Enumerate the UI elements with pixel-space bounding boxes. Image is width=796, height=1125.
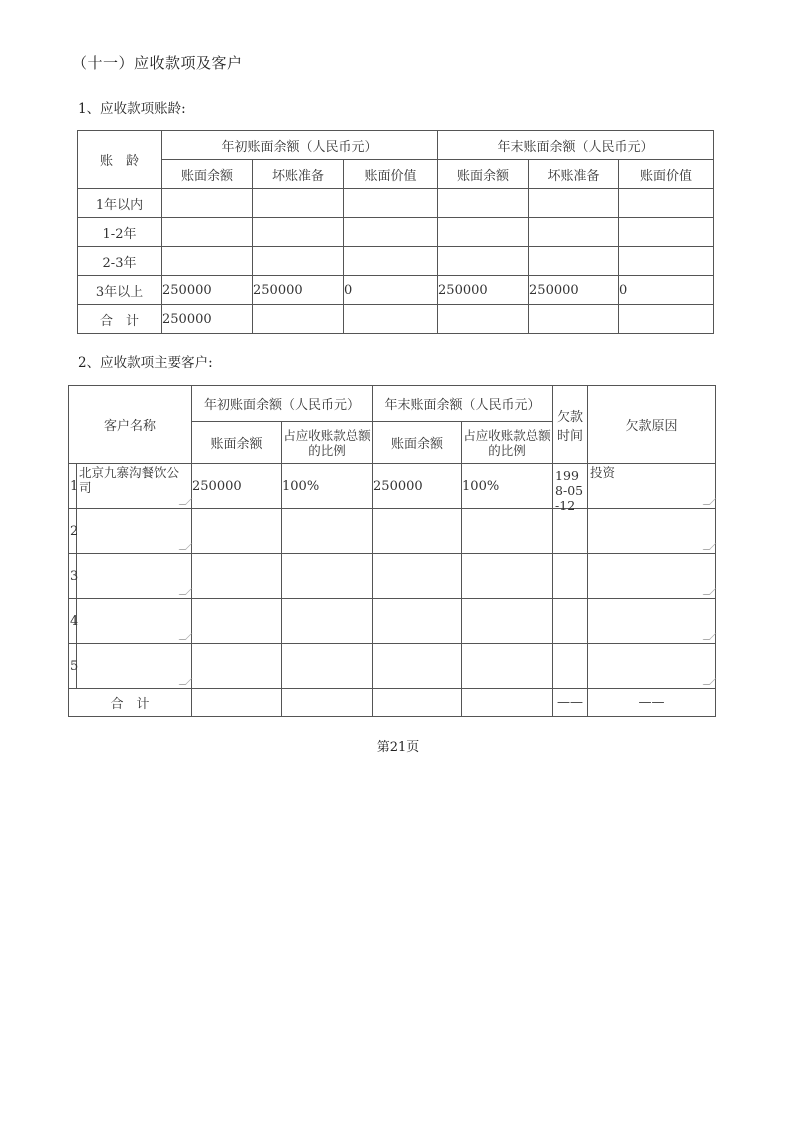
customer-end-balance[interactable]	[373, 599, 462, 644]
resize-grip-icon[interactable]	[179, 543, 193, 550]
customer-begin-balance[interactable]	[192, 554, 282, 599]
customers-col-balance: 账面余额	[373, 422, 462, 464]
aging-cell-input[interactable]: 250000	[438, 276, 529, 305]
customer-row-number: 4	[69, 599, 77, 644]
aging-row	[78, 247, 714, 276]
customers-col-ratio: 占应收账款总额的比例	[282, 422, 373, 464]
customer-begin-ratio[interactable]	[282, 554, 373, 599]
customer-total-cell[interactable]	[373, 689, 462, 717]
aging-cell-input[interactable]	[438, 189, 529, 218]
customer-total-row	[69, 689, 716, 717]
aging-cell-input[interactable]	[344, 247, 438, 276]
resize-grip-icon[interactable]	[179, 633, 193, 640]
customer-reason-textarea[interactable]	[588, 509, 715, 552]
customer-end-ratio[interactable]	[462, 644, 553, 689]
customer-name-textarea[interactable]	[77, 509, 191, 552]
aging-row-label: 1年以内	[78, 189, 162, 218]
resize-grip-icon[interactable]	[703, 588, 717, 595]
customers-col-time: 欠款时间	[553, 386, 588, 464]
aging-cell-input[interactable]	[438, 247, 529, 276]
customer-reason-cell	[588, 599, 716, 644]
customer-end-ratio[interactable]	[462, 509, 553, 554]
customer-end-balance[interactable]: 250000	[373, 464, 462, 509]
customer-name-cell	[77, 644, 192, 689]
customer-end-balance[interactable]	[373, 554, 462, 599]
customer-time-textarea[interactable]	[553, 464, 587, 513]
aging-table	[77, 130, 714, 334]
aging-subheader: 账面价值	[619, 160, 714, 189]
aging-subheader: 账面余额	[438, 160, 529, 189]
customer-reason-textarea[interactable]	[588, 464, 715, 507]
aging-cell-input[interactable]: 250000	[253, 276, 344, 305]
customer-name-cell	[77, 554, 192, 599]
customer-row	[69, 464, 716, 509]
customer-name-text: 北京九寨沟餐饮公司	[79, 465, 180, 495]
aging-row	[78, 218, 714, 247]
aging-row	[78, 276, 714, 305]
aging-row-label: 2-3年	[78, 247, 162, 276]
customers-group-end: 年末账面余额（人民币元）	[373, 386, 553, 422]
customer-reason-cell	[588, 554, 716, 599]
customer-end-balance[interactable]	[373, 509, 462, 554]
customers-col-ratio: 占应收账款总额的比例	[462, 422, 553, 464]
aging-row-label: 1-2年	[78, 218, 162, 247]
aging-cell-input[interactable]	[162, 218, 253, 247]
customer-name-cell	[77, 464, 192, 509]
customer-reason-cell	[588, 509, 716, 554]
resize-grip-icon[interactable]	[703, 543, 717, 550]
aging-heading: 1、应收款项账龄:	[78, 101, 186, 117]
aging-group-begin: 年初账面余额（人民币元）	[162, 131, 438, 160]
customer-name-textarea[interactable]	[77, 464, 191, 507]
customer-total-time: ——	[553, 689, 588, 717]
customer-begin-balance[interactable]	[192, 599, 282, 644]
aging-cell-input[interactable]	[529, 218, 619, 247]
customer-time-text: 1998-05-12	[555, 468, 584, 513]
aging-cell-input[interactable]	[344, 189, 438, 218]
customer-end-ratio[interactable]: 100%	[462, 464, 553, 509]
page-number: 第21页	[376, 740, 420, 755]
customer-reason-cell	[588, 644, 716, 689]
aging-subheader: 坏账准备	[529, 160, 619, 189]
aging-cell-input[interactable]	[529, 189, 619, 218]
customer-row	[69, 644, 716, 689]
customer-reason-cell	[588, 464, 716, 509]
customer-table	[68, 385, 716, 717]
customer-time-cell[interactable]	[553, 509, 588, 554]
customer-row-number: 3	[69, 554, 77, 599]
customers-group-begin: 年初账面余额（人民币元）	[192, 386, 373, 422]
aging-cell-input[interactable]	[438, 305, 529, 334]
resize-grip-icon[interactable]	[703, 678, 717, 685]
customers-col-reason: 欠款原因	[588, 386, 716, 464]
customer-name-textarea[interactable]	[77, 644, 191, 687]
aging-subheader: 账面余额	[162, 160, 253, 189]
customer-total-cell[interactable]	[462, 689, 553, 717]
customer-row-number: 2	[69, 509, 77, 554]
resize-grip-icon[interactable]	[179, 498, 193, 505]
customer-begin-ratio[interactable]	[282, 509, 373, 554]
aging-cell-input[interactable]	[253, 218, 344, 247]
customer-reason-textarea[interactable]	[588, 554, 715, 597]
customers-col-name: 客户名称	[69, 386, 192, 464]
customer-total-cell[interactable]	[282, 689, 373, 717]
customer-time-cell[interactable]	[553, 554, 588, 599]
customer-row-number: 5	[69, 644, 77, 689]
customer-row	[69, 509, 716, 554]
resize-grip-icon[interactable]	[703, 633, 717, 640]
customer-total-cell[interactable]	[192, 689, 282, 717]
customer-begin-balance[interactable]	[192, 644, 282, 689]
aging-cell-input[interactable]	[253, 189, 344, 218]
customer-reason-text: 投资	[590, 465, 616, 480]
aging-cell-input[interactable]	[619, 218, 714, 247]
customer-row	[69, 554, 716, 599]
customer-begin-ratio[interactable]	[282, 644, 373, 689]
aging-cell-input[interactable]	[619, 189, 714, 218]
aging-cell-input[interactable]: 250000	[162, 305, 253, 334]
customer-begin-ratio[interactable]	[282, 599, 373, 644]
customer-end-balance[interactable]	[373, 644, 462, 689]
customers-col-balance: 账面余额	[192, 422, 282, 464]
aging-cell-input[interactable]	[162, 189, 253, 218]
customer-reason-textarea[interactable]	[588, 599, 715, 642]
customer-begin-balance[interactable]	[192, 509, 282, 554]
customer-name-textarea[interactable]	[77, 554, 191, 597]
aging-cell-input[interactable]	[529, 247, 619, 276]
customer-total-reason: ——	[588, 689, 716, 717]
customer-name-textarea[interactable]	[77, 599, 191, 642]
customer-reason-textarea[interactable]	[588, 644, 715, 687]
aging-subheader: 账面价值	[344, 160, 438, 189]
customer-name-cell	[77, 509, 192, 554]
aging-row	[78, 189, 714, 218]
customer-row-number: 1	[69, 464, 77, 509]
aging-cell-input[interactable]	[619, 247, 714, 276]
customer-time-cell[interactable]	[553, 599, 588, 644]
aging-cell-input[interactable]	[529, 305, 619, 334]
aging-cell-input[interactable]	[344, 218, 438, 247]
aging-cell-input[interactable]	[344, 305, 438, 334]
customer-begin-balance[interactable]: 250000	[192, 464, 282, 509]
resize-grip-icon[interactable]	[179, 588, 193, 595]
resize-grip-icon[interactable]	[179, 678, 193, 685]
section-title: （十一）应收款项及客户	[72, 54, 243, 72]
customer-total-label: 合 计	[69, 689, 192, 717]
aging-cell-input[interactable]: 0	[344, 276, 438, 305]
aging-cell-input[interactable]	[162, 247, 253, 276]
aging-total-row	[78, 305, 714, 334]
aging-group-end: 年末账面余额（人民币元）	[438, 131, 714, 160]
aging-total-label: 合 计	[78, 305, 162, 334]
aging-cell-input[interactable]: 250000	[529, 276, 619, 305]
aging-cell-input[interactable]: 0	[619, 276, 714, 305]
customer-end-ratio[interactable]	[462, 599, 553, 644]
customer-time-cell[interactable]	[553, 644, 588, 689]
resize-grip-icon[interactable]	[703, 498, 717, 505]
customers-heading: 2、应收款项主要客户:	[78, 355, 213, 371]
customer-row	[69, 599, 716, 644]
aging-subheader: 坏账准备	[253, 160, 344, 189]
customer-name-cell	[77, 599, 192, 644]
customer-time-cell	[553, 464, 588, 513]
aging-cell-input[interactable]	[253, 247, 344, 276]
customer-end-ratio[interactable]	[462, 554, 553, 599]
customer-begin-ratio[interactable]: 100%	[282, 464, 373, 509]
aging-cell-input[interactable]	[438, 218, 529, 247]
aging-col-age: 账 龄	[78, 131, 162, 189]
aging-row-label: 3年以上	[78, 276, 162, 305]
aging-cell-input[interactable]: 250000	[162, 276, 253, 305]
aging-cell-input[interactable]	[253, 305, 344, 334]
aging-cell-input[interactable]	[619, 305, 714, 334]
